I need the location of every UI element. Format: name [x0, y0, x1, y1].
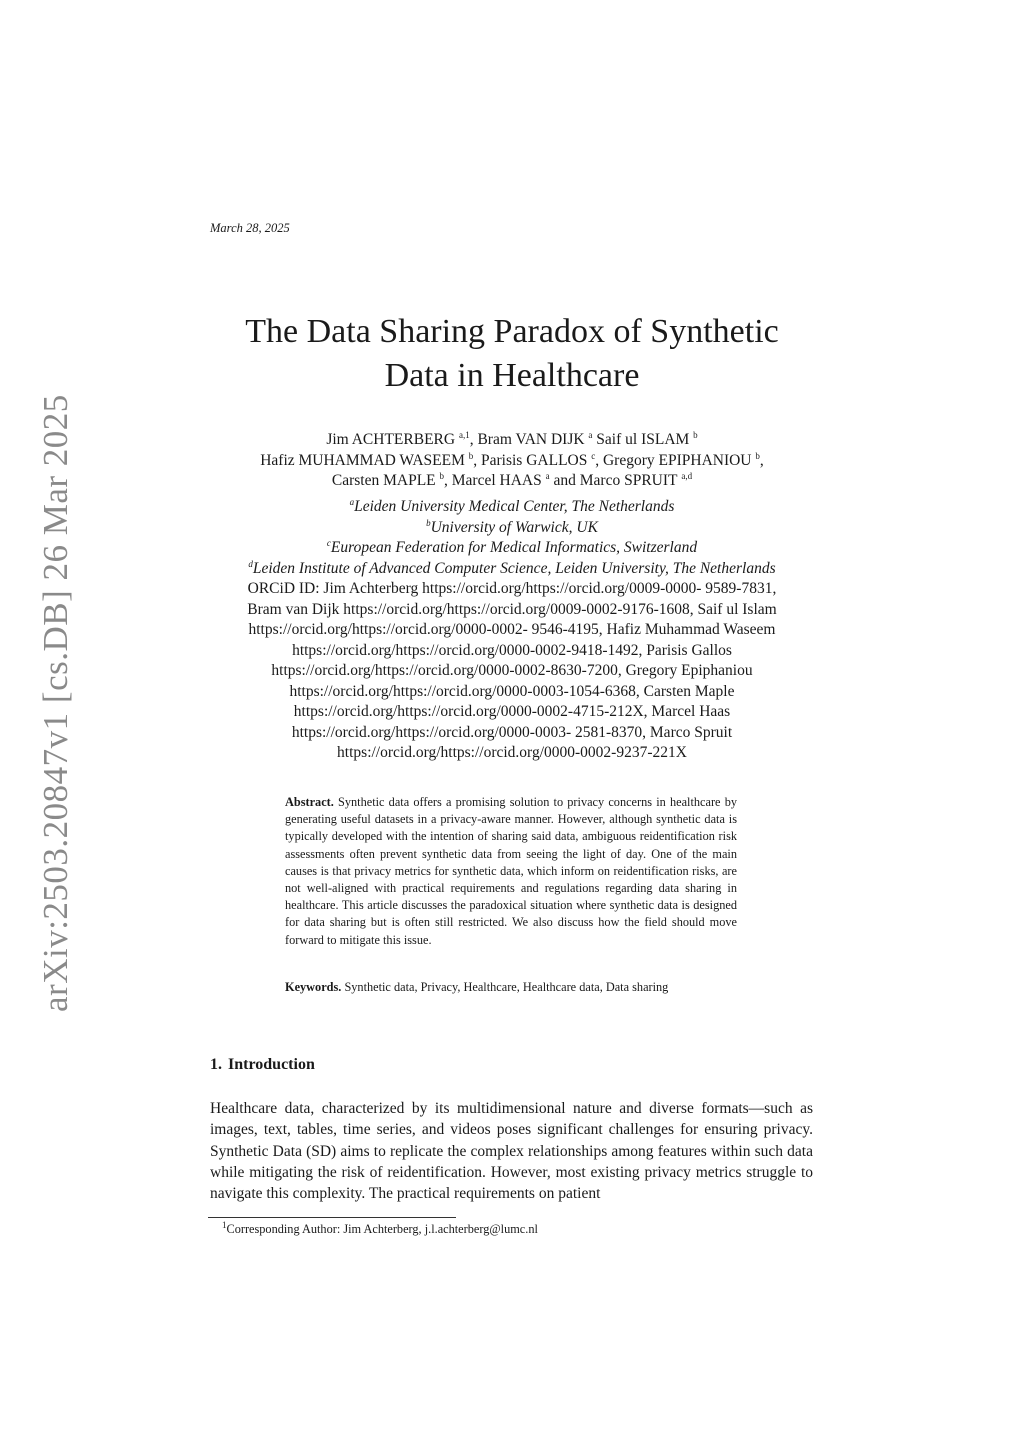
keywords: [285, 980, 745, 995]
orcid-line: https://orcid.org/https://orcid.org/0000-0003-1054-6368, Carsten Maple: [289, 682, 735, 700]
affiliation: $^b$University of Warwick, UK: [426, 517, 598, 536]
abstract: [285, 794, 737, 949]
footnote-rule: [208, 1217, 456, 1218]
orcid-line: https://orcid.org/https://orcid.org/0000-0002-8630-7200, Gregory Epiphaniou: [271, 662, 753, 679]
author: Marco SPRUIT $^{a,d}$: [579, 470, 693, 489]
orcid-line: https://orcid.org/https://orcid.org/0000-0003- 2581-8370, Marco Spruit: [291, 723, 733, 741]
orcid-line: https://orcid.org/https://orcid.org/0000-0002- 9546-4195, Hafiz Muhammad Waseem: [248, 621, 776, 638]
orcid-line: https://orcid.org/https://orcid.org/0000-0002-4715-212X, Marcel Haas: [293, 703, 731, 720]
author: Parisis GALLOS $^c$,: [481, 450, 603, 469]
orcid-line: https://orcid.org/https://orcid.org/0000-0002-9418-1492, Parisis Gallos: [292, 641, 732, 659]
paper-title: [180, 310, 844, 398]
footnote-text: Corresponding Author: Jim Achterberg, j.l.achterberg@lumc.nl: [226, 1222, 538, 1236]
orcid-block: [200, 579, 824, 764]
arxiv-identifier: arXiv:2503.20847v1 [cs.DB] 26 Mar 2025: [36, 394, 75, 1012]
author: Saif ul ISLAM $^b$: [596, 429, 698, 448]
footnote-mark: 1: [222, 1219, 227, 1230]
orcid-line: ORCiD ID: Jim Achterberg https://orcid.org/https://orcid.org/0009-0000- 9589-7831,: [247, 580, 777, 597]
affiliation: $^a$Leiden University Medical Center, The Netherlands: [349, 496, 675, 515]
abstract-text: Synthetic data offers a promising solution to privacy concerns in healthcare by generating useful datasets in a privacy-aware manner. However, although synthetic data is typically developed with the intention of sharing said data, ambiguous reidentification risk assessments often prevent synthetic data from seeing the light of day. One of the main causes is that privacy metrics for synthetic data, which inform on reidentification risks, are not well-aligned with practical requirements and regulations regarding data sharing in healthcare. This article discusses the paradoxical situation where synthetic data is designed for data sharing but is often still restricted. We also discuss how the field should move forward to mitigate this issue.: [285, 795, 737, 947]
orcid-line: https://orcid.org/https://orcid.org/0000-0002-9237-221X: [337, 744, 687, 761]
title-line-2: Data in Healthcare: [384, 357, 640, 394]
footnote: [222, 1219, 538, 1237]
document-date: March 28, 2025: [210, 221, 290, 235]
keywords-text: Synthetic data, Privacy, Healthcare, Healthcare data, Data sharing: [344, 980, 669, 994]
affiliation: $^d$Leiden Institute of Advanced Computer Science, Leiden University, The Netherlands: [248, 558, 776, 577]
orcid-line: Bram van Dijk https://orcid.org/https://orcid.org/0009-0002-9176-1608, Saif ul Islam: [247, 600, 777, 618]
section-heading: [210, 1056, 315, 1074]
section-title: Introduction: [228, 1056, 315, 1073]
author: Carsten MAPLE $^b$,: [331, 470, 452, 489]
author: Hafiz MUHAMMAD WASEEM $^b$,: [260, 450, 481, 469]
author: Marcel HAAS $^a$ and: [451, 470, 580, 489]
author-list: [140, 430, 884, 492]
abstract-label: Abstract.: [285, 795, 334, 809]
affiliation: $^c$European Federation for Medical Informatics, Switzerland: [326, 537, 698, 556]
keywords-label: Keywords.: [285, 980, 342, 994]
author: Jim ACHTERBERG $^{a,1}$,: [326, 429, 478, 448]
author: Gregory EPIPHANIOU $^b$,: [602, 450, 764, 469]
author: Bram VAN DIJK $^a$: [477, 429, 593, 448]
body-paragraph: Healthcare data, characterized by its multidimensional nature and diverse formats—such as images, text, tables, time series, and videos poses significant challenges for ensuring privacy. Synthetic Data (SD) aims to replicate the complex relationships among features within such data while mitigating the risk of reidentification. However, most existing privacy metrics struggle to navigate this complexity. The practical requirements on patient: [210, 1100, 813, 1203]
title-line-1: The Data Sharing Paradox of Synthetic: [245, 313, 779, 350]
affiliation-list: [140, 497, 884, 579]
section-number: 1.: [210, 1056, 222, 1073]
